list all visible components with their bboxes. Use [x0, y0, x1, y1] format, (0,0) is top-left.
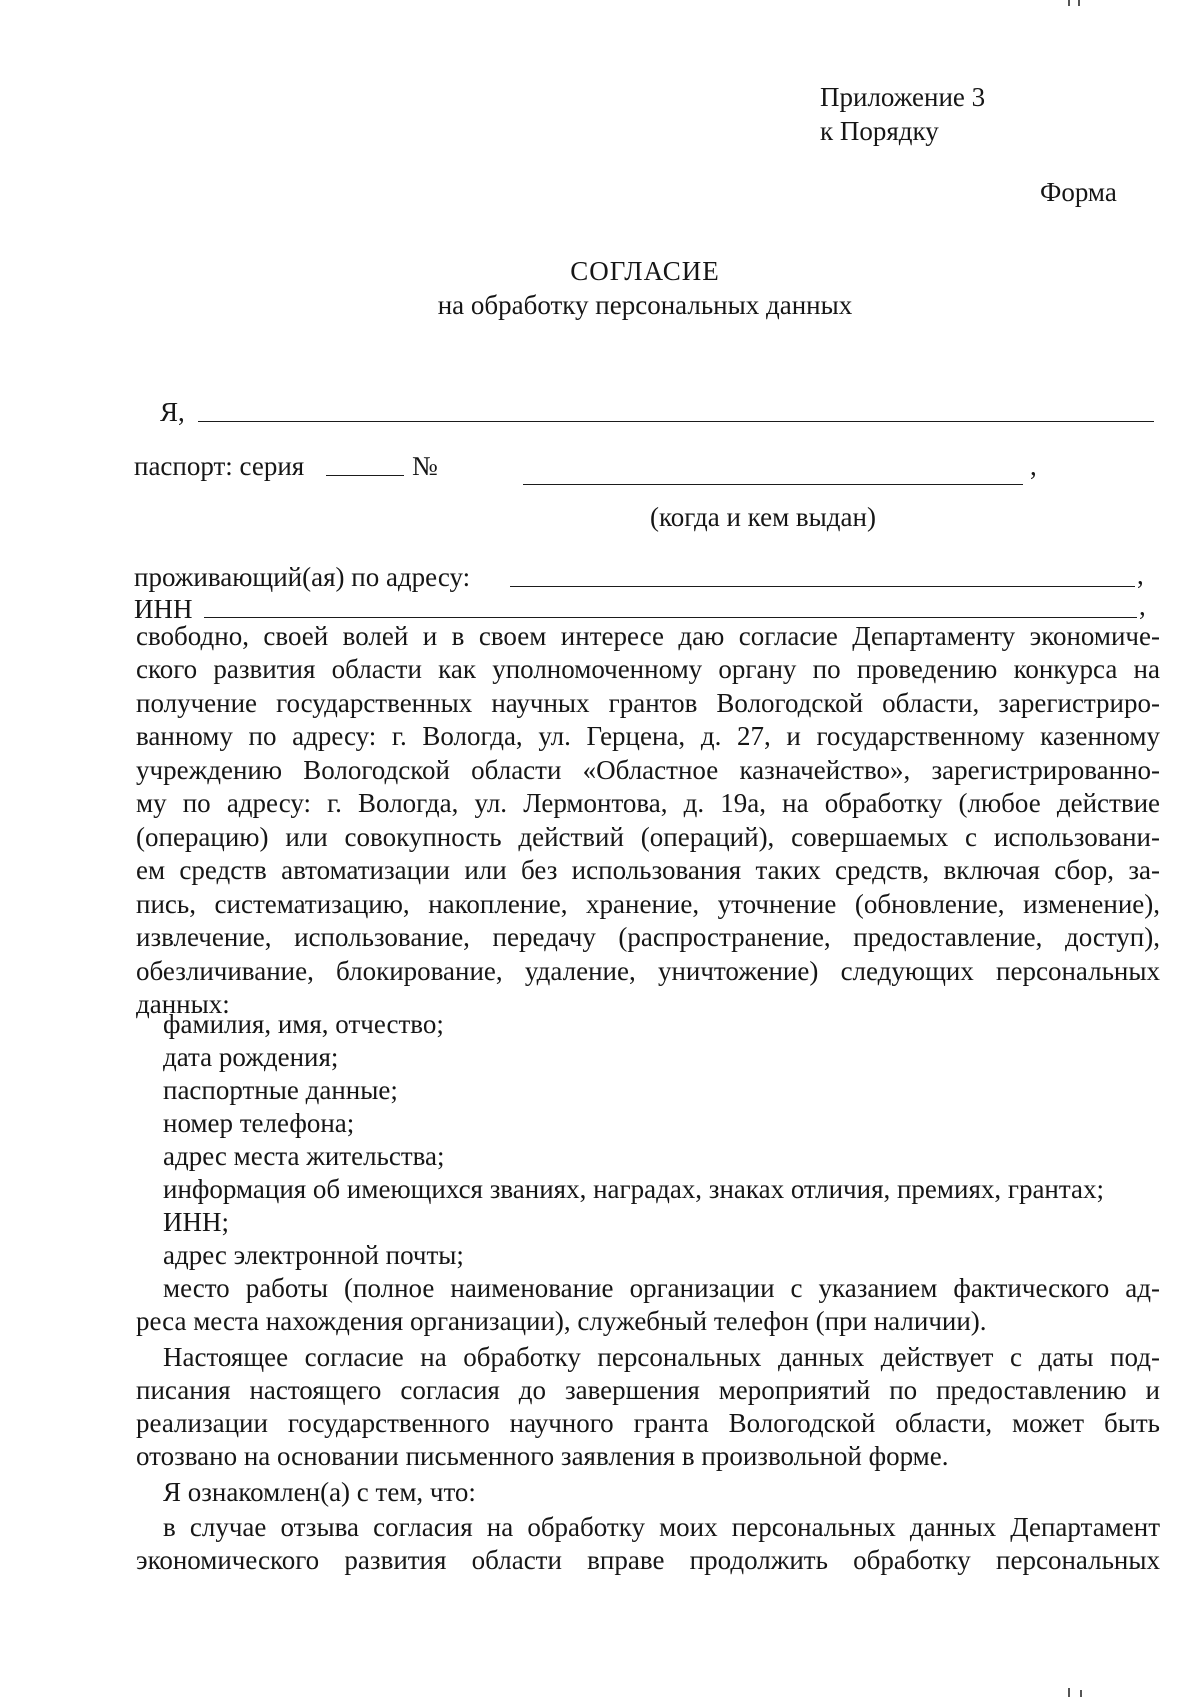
consent-line: ванному по адресу: г. Вологда, ул. Герцена, д. 27, и государственному казенному	[136, 721, 1160, 751]
data-item-phone: номер телефона;	[163, 1108, 355, 1138]
passport-number-sign: №	[412, 451, 438, 481]
appendix-label: Приложение 3	[820, 82, 986, 112]
document-subtitle: на обработку персональных данных	[437, 290, 853, 320]
passport-comma: ,	[1030, 451, 1037, 481]
data-item-birth-date: дата рождения;	[163, 1042, 339, 1072]
consent-line: обезличивание, блокирование, удаление, уничтожение) следующих персональных	[136, 956, 1160, 986]
scan-mark-bottom	[1068, 1688, 1070, 1697]
passport-series-field[interactable]	[326, 475, 404, 476]
data-item-inn: ИНН;	[163, 1207, 229, 1237]
withdrawal-line: в случае отзыва согласия на обработку моих персональных данных Департамент	[163, 1512, 1160, 1542]
consent-line: пись, систематизацию, накопление, хранение, уточнение (обновление, изменение),	[136, 889, 1160, 919]
consent-line: свободно, своей волей и в своем интересе даю согласие Департаменту экономиче-	[136, 621, 1160, 651]
issued-caption: (когда и кем выдан)	[650, 502, 876, 532]
data-item-address: адрес места жительства;	[163, 1141, 445, 1171]
consent-line: данных:	[136, 989, 230, 1019]
inn-comma: ,	[1139, 591, 1146, 621]
inn-field[interactable]	[204, 617, 1137, 618]
validity-line: реализации государственного научного гранта Вологодской области, может быть	[136, 1408, 1160, 1438]
address-label: проживающий(ая) по адресу:	[134, 562, 471, 592]
scan-mark-bottom	[1080, 1690, 1082, 1697]
order-reference: к Порядку	[820, 116, 939, 146]
address-field[interactable]	[510, 586, 1135, 587]
validity-line: писания настоящего согласия до завершения мероприятий по предоставлению и	[136, 1375, 1160, 1405]
data-item-workplace-cont: реса места нахождения организации), служебный телефон (при наличии).	[136, 1306, 987, 1336]
consent-line: извлечение, использование, передачу (распространение, предоставление, доступ),	[136, 922, 1160, 952]
acknowledged-line: Я ознакомлен(а) с тем, что:	[163, 1477, 476, 1507]
inn-label: ИНН	[134, 594, 193, 624]
passport-series-label: паспорт: серия	[134, 451, 305, 481]
consent-line: ского развития области как уполномоченному органу по проведению конкурса на	[136, 654, 1160, 684]
address-comma: ,	[1137, 560, 1144, 590]
consent-line: ем средств автоматизации или без использования таких средств, включая сбор, за-	[136, 855, 1160, 885]
data-item-awards: информация об имеющихся званиях, наградах, знаках отличия, премиях, грантах;	[163, 1174, 1104, 1204]
data-item-workplace: место работы (полное наименование организации с указанием фактического ад-	[163, 1273, 1160, 1303]
full-name-field[interactable]	[198, 421, 1154, 422]
consent-line: учреждению Вологодской области «Областное казначейство», зарегистрированно-	[136, 755, 1160, 785]
consent-line: му по адресу: г. Вологда, ул. Лермонтова, д. 19а, на обработку (любое действие	[136, 788, 1160, 818]
withdrawal-line: экономического развития области вправе продолжить обработку персональных	[136, 1545, 1160, 1575]
consent-line: получение государственных научных грантов Вологодской области, зарегистриро-	[136, 688, 1160, 718]
data-item-full-name: фамилия, имя, отчество;	[163, 1009, 444, 1039]
data-item-email: адрес электронной почты;	[163, 1240, 464, 1270]
data-item-passport: паспортные данные;	[163, 1075, 398, 1105]
i-label: Я,	[160, 397, 185, 427]
document-title: СОГЛАСИЕ	[570, 256, 720, 286]
scan-mark-top	[1078, 0, 1080, 6]
scan-mark-top	[1068, 0, 1070, 6]
passport-issued-field[interactable]	[523, 484, 1023, 485]
consent-line: (операцию) или совокупность действий (операций), совершаемых с использовани-	[136, 822, 1160, 852]
validity-line: Настоящее согласие на обработку персональных данных действует с даты под-	[163, 1342, 1160, 1372]
form-label: Форма	[1040, 177, 1117, 207]
validity-line: отозвано на основании письменного заявления в произвольной форме.	[136, 1441, 949, 1471]
